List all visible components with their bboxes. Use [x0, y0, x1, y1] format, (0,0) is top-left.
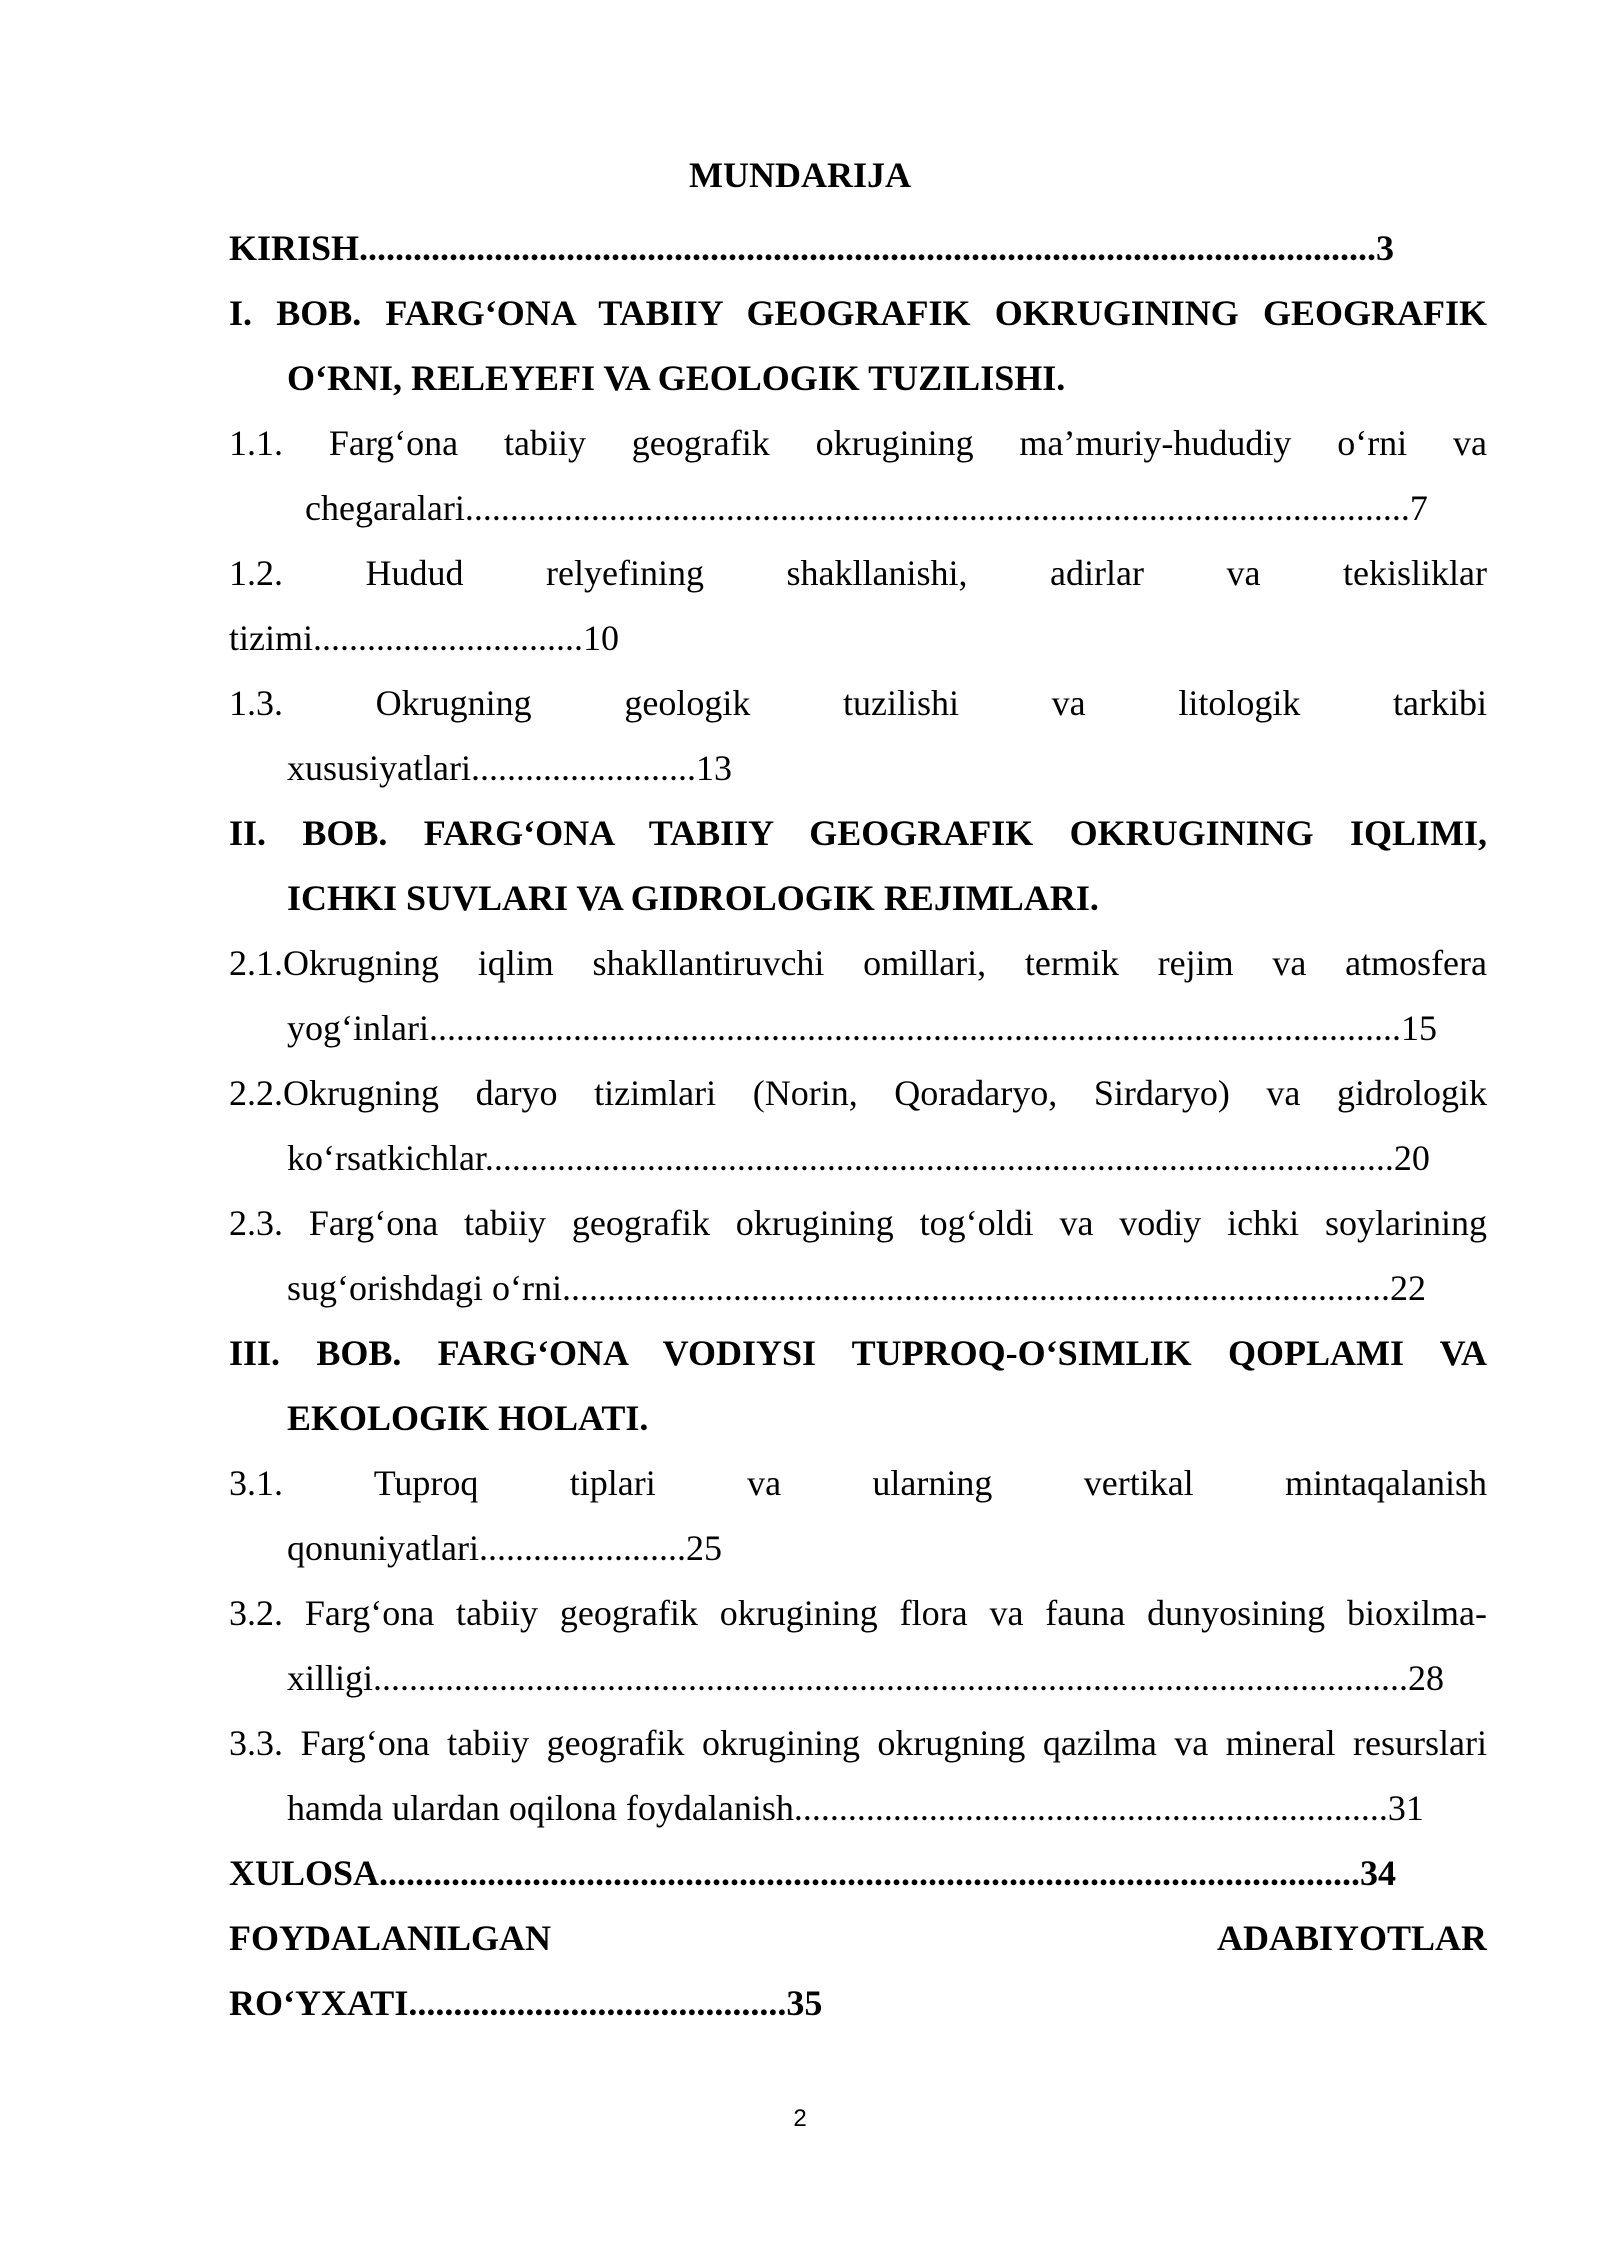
toc-chapter-2-line-1: II. BOB. FARG‘ONA TABIIY GEOGRAFIK OKRUGINING IQLIMI,	[229, 813, 1487, 853]
table-of-contents	[229, 216, 1487, 2036]
toc-section-3-2[interactable]	[229, 1581, 1487, 1711]
toc-section-3-2-line-1: 3.2. Farg‘ona tabiiy geografik okrugining flora va fauna dunyosining bioxilma-	[229, 1593, 1487, 1633]
page-number: 2	[793, 2105, 807, 2132]
toc-chapter-3[interactable]	[229, 1321, 1487, 1451]
toc-entry-references-line-2: RO‘YXATI..........................................35	[229, 1983, 823, 2023]
toc-entry-intro-text: KIRISH.................................................................................................................3	[229, 228, 1395, 268]
toc-section-2-1-line-1: 2.1.Okrugning iqlim shakllantiruvchi omillari, termik rejim va atmosfera	[229, 943, 1487, 983]
toc-chapter-3-line-1: III. BOB. FARG‘ONA VODIYSI TUPROQ-O‘SIMLIK QOPLAMI VA	[229, 1333, 1487, 1373]
toc-section-1-3-line-2: xususiyatlari.........................13	[287, 748, 732, 788]
toc-section-3-3-line-2: hamda ulardan oqilona foydalanish..................................................................31	[287, 1788, 1424, 1828]
toc-section-2-2-line-2: ko‘rsatkichlar.....................................................................................................20	[287, 1138, 1430, 1178]
toc-section-3-2-line-2: xilligi...................................................................................................................28	[287, 1658, 1445, 1698]
toc-chapter-1-line-2: O‘RNI, RELEYEFI VA GEOLOGIK TUZILISHI.	[287, 358, 1066, 398]
toc-section-2-3-line-1: 2.3. Farg‘ona tabiiy geografik okrugining tog‘oldi va vodiy ichki soylarining	[229, 1203, 1487, 1243]
toc-chapter-3-line-2: EKOLOGIK HOLATI.	[287, 1398, 649, 1438]
toc-chapter-2[interactable]	[229, 801, 1487, 931]
toc-entry-references-line-1	[229, 1906, 1487, 1971]
toc-title: MUNDARIJA	[689, 155, 911, 195]
toc-chapter-1[interactable]	[229, 281, 1487, 411]
toc-section-2-2-line-1: 2.2.Okrugning daryo tizimlari (Norin, Qoradaryo, Sirdaryo) va gidrologik	[229, 1073, 1487, 1113]
toc-section-2-1[interactable]	[229, 931, 1487, 1061]
toc-section-1-3[interactable]	[229, 671, 1487, 801]
toc-section-1-1-line-1: 1.1. Farg‘ona tabiiy geografik okrugining ma’muriy-hududiy o‘rni va	[229, 423, 1487, 463]
toc-section-3-3[interactable]	[229, 1711, 1487, 1841]
toc-section-2-2[interactable]	[229, 1061, 1487, 1191]
toc-section-2-3-line-2: sug‘orishdagi o‘rni............................................................................................22	[287, 1268, 1426, 1308]
toc-section-1-2-line-2: tizimi..............................10	[229, 618, 619, 658]
toc-entry-references[interactable]	[229, 1906, 1487, 2036]
toc-section-1-1[interactable]	[229, 411, 1487, 541]
toc-section-1-2-line-1: 1.2. Hudud relyefining shakllanishi, adirlar va tekisliklar	[229, 553, 1487, 593]
toc-section-3-3-line-1: 3.3. Farg‘ona tabiiy geografik okrugining okrugning qazilma va mineral resurslari	[229, 1723, 1487, 1763]
toc-section-1-1-line-2: chegaralari.........................................................................................................7	[305, 488, 1428, 528]
toc-section-3-1-line-2: qonuniyatlari.......................25	[287, 1528, 722, 1568]
toc-entry-conclusion[interactable]	[229, 1841, 1487, 1906]
toc-chapter-1-line-1: I. BOB. FARG‘ONA TABIIY GEOGRAFIK OKRUGINING GEOGRAFIK	[229, 293, 1487, 333]
toc-section-1-3-line-1: 1.3. Okrugning geologik tuzilishi va litologik tarkibi	[229, 683, 1487, 723]
toc-section-2-3[interactable]	[229, 1191, 1487, 1321]
toc-section-3-1[interactable]	[229, 1451, 1487, 1581]
toc-section-3-1-line-1: 3.1. Tuproq tiplari va ularning vertikal mintaqalanish	[229, 1463, 1487, 1503]
toc-chapter-2-line-2: ICHKI SUVLARI VA GIDROLOGIK REJIMLARI.	[287, 878, 1099, 918]
toc-section-1-2[interactable]	[229, 541, 1487, 671]
toc-entry-conclusion-text: XULOSA.............................................................................................................34	[229, 1853, 1397, 1893]
toc-entry-intro[interactable]	[229, 216, 1487, 281]
toc-entry-references-word-2: ADABIYOTLAR	[1216, 1918, 1487, 1958]
toc-section-2-1-line-2: yog‘inlari............................................................................................................15	[287, 1008, 1437, 1048]
toc-entry-references-word-1: FOYDALANILGAN	[229, 1918, 552, 1958]
